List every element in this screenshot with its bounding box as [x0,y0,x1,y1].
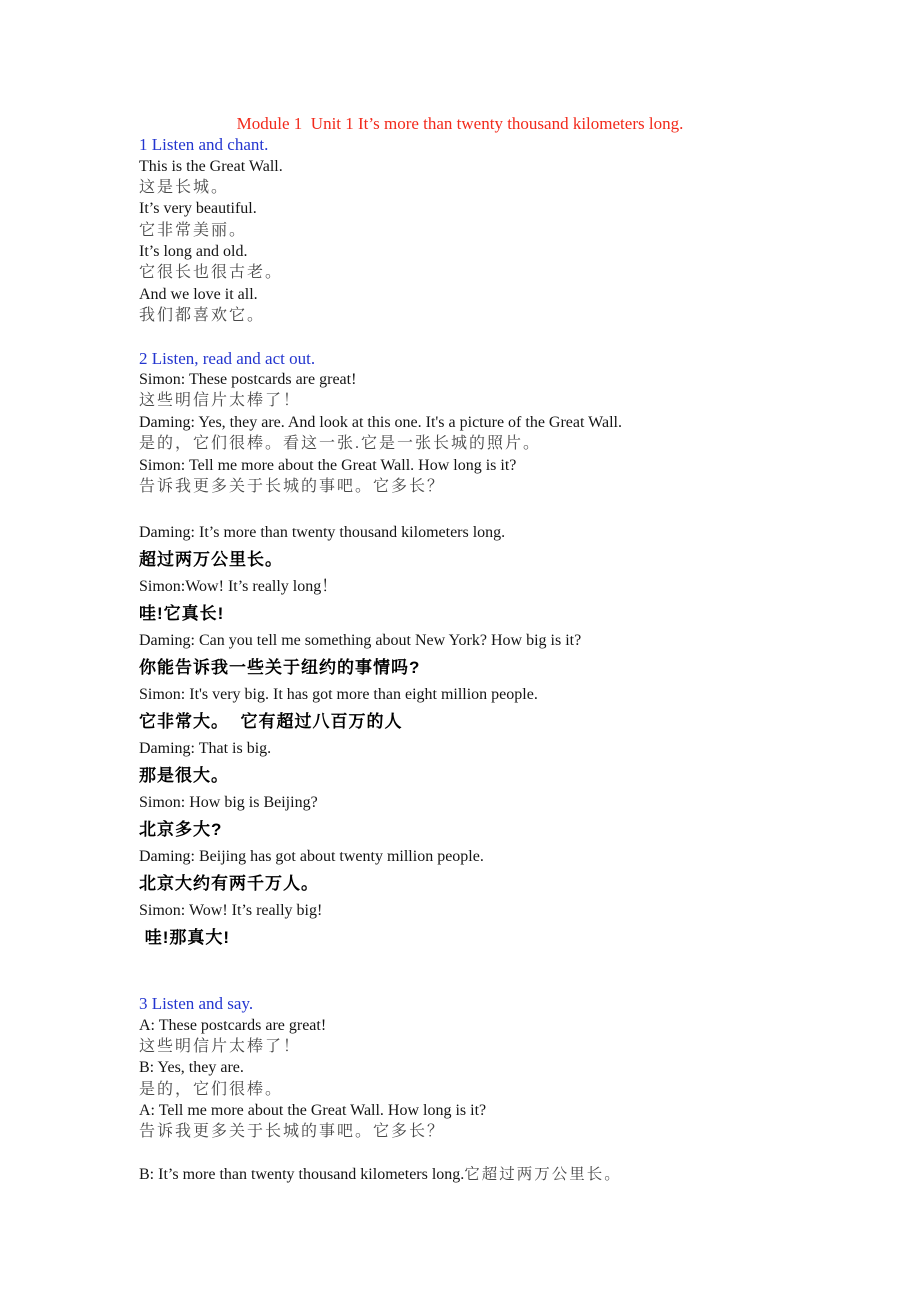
document-content [139,113,781,1185]
translation-line: 哇!那真大! [139,927,231,947]
translation-line: 北京大约有两千万人。 [139,873,319,893]
dialog-line: Simon: It's very big. It has got more than eight million people. [139,685,538,703]
blank-line [139,497,781,518]
translation-line: 是的，它们很棒。看这一张.它是一张长城的照片。 [139,435,542,453]
dialog-line: Daming: That is big. [139,739,272,757]
translation-line: 告诉我更多关于长城的事吧。它多长？ [139,477,446,495]
dialog-line: It’s long and old. [139,243,248,261]
document-title: Module 1 Unit 1 It’s more than twenty thousand kilometers long. [236,114,684,133]
translation-line: 那是很大。 [139,765,229,785]
dialog-line: B: Yes, they are. [139,1059,244,1077]
section-heading-2: 2 Listen, read and act out. [139,348,316,368]
blank-line [139,972,781,993]
translation-line: 超过两万公里长。 [139,549,283,569]
translation-line: 这是长城。 [139,179,230,197]
translation-line: 这些明信片太棒了！ [139,1037,302,1055]
blank-line [139,1143,781,1164]
dialog-line: Simon: Wow! It’s really big! [139,901,323,919]
translation-line: 告诉我更多关于长城的事吧。它多长？ [139,1123,446,1141]
translation-line: 这些明信片太棒了！ [139,392,302,410]
translation-line: 哇!它真长! [139,603,225,623]
dialog-line: This is the Great Wall. [139,157,283,175]
translation-line: 它非常大。 它有超过八百万的人 [139,711,403,731]
section-heading-1: 1 Listen and chant. [139,135,269,155]
dialog-line: Daming: Can you tell me something about New York? How big is it? [139,631,582,649]
translation-inline: 它超过两万公里长。 [464,1165,622,1183]
dialog-line: B: It’s more than twenty thousand kilometers long.它超过两万公里长。 [139,1165,622,1183]
dialog-line: Daming: Yes, they are. And look at this one. It's a picture of the Great Wall. [139,413,622,431]
dialog-line: Daming: Beijing has got about twenty million people. [139,847,484,865]
document-body [139,134,781,1185]
dialog-line: It’s very beautiful. [139,200,257,218]
dialog-line: Simon:Wow! It’s really long！ [139,577,338,595]
translation-line: 它很长也很古老。 [139,264,284,282]
dialog-line: Simon: How big is Beijing? [139,793,318,811]
translation-line: 我们都喜欢它。 [139,307,266,325]
translation-line: 是的，它们很棒。 [139,1080,284,1098]
translation-line: 你能告诉我一些关于纽约的事情吗? [139,657,421,677]
dialog-line: Simon: These postcards are great! [139,371,357,389]
dialog-line: A: These postcards are great! [139,1016,327,1034]
blank-line [139,951,781,972]
dialog-line: A: Tell me more about the Great Wall. How long is it? [139,1101,487,1119]
section-heading-3: 3 Listen and say. [139,994,254,1014]
blank-line [139,326,781,347]
dialog-line: Daming: It’s more than twenty thousand kilometers long. [139,523,506,541]
dialog-line: And we love it all. [139,285,258,303]
translation-line: 它非常美丽。 [139,221,248,239]
translation-line: 北京多大? [139,819,223,839]
dialog-line: Simon: Tell me more about the Great Wall. How long is it? [139,456,517,474]
